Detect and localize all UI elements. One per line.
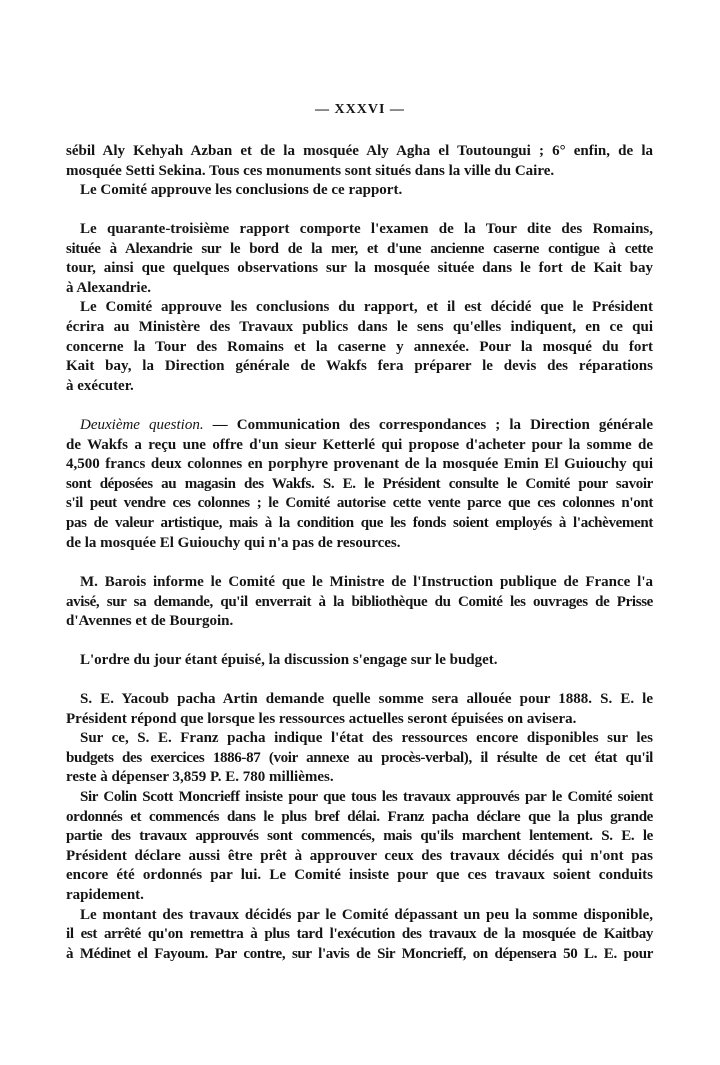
page-number-header: — XXXVI — [315, 102, 405, 117]
line-text: Le quarante-troisième rapport comporte l'examen de la Tour dite des Romains, [80, 221, 653, 237]
text-line [66, 338, 653, 358]
line-text: Le Comité approuve les conclusions de ce rapport. [80, 182, 403, 199]
line-text: de Wakfs a reçu une offre d'un sieur Ketterlé qui propose d'acheter pour la somme de [66, 436, 653, 453]
text-line [66, 279, 653, 299]
text-line [66, 945, 653, 965]
line-text: à Alexandrie. [66, 279, 151, 296]
text-line [66, 455, 653, 475]
paragraph-deuxieme-question [66, 416, 653, 553]
text-line [66, 729, 653, 749]
line-text: M. Barois informe le Comité que le Ministre de l'Instruction publique de France l'a [80, 574, 653, 590]
text-line [66, 436, 653, 456]
text-line [66, 612, 653, 632]
text-line [66, 573, 653, 593]
line-text: reste à dépenser 3,859 P. E. 780 millièmes. [66, 769, 334, 786]
text-line [66, 906, 653, 926]
line-text: — Communication des correspondances ; la Direction générale [212, 417, 654, 433]
line-text: Le Comité approuve les conclusions du rapport, et il est décidé que le Président [80, 299, 653, 316]
text-line [66, 808, 653, 828]
text-line [66, 416, 653, 436]
line-text: L'ordre du jour étant épuisé, la discussion s'engage sur le budget. [80, 652, 498, 668]
text-line [66, 240, 653, 260]
line-text: à Médinet el Fayoum. Par contre, sur l'avis de Sir Moncrieff, on dépensera 50 L. E. pour [66, 945, 653, 962]
line-text: ordonnés et commencés dans le plus bref délai. Franz pacha déclare que la plus grande [66, 808, 653, 825]
text-line [66, 886, 653, 906]
text-line [66, 181, 653, 201]
text-line [66, 142, 653, 162]
line-text: sont déposées au magasin des Wakfs. S. E. le Président consulte le Comité pour savoir [66, 475, 653, 492]
text-line [66, 377, 653, 397]
text-line [66, 651, 653, 671]
line-text: S. E. Yacoub pacha Artin demande quelle somme sera allouée pour 1888. S. E. le [80, 691, 653, 707]
section-lead-italic: Deuxième question. [80, 417, 204, 433]
line-text: il est arrêté qu'on remettra à plus tard l'exécution des travaux de la mosquée de Kaitbay [66, 926, 653, 943]
text-line [66, 514, 653, 534]
text-line [66, 768, 653, 788]
text-line [66, 298, 653, 318]
line-text: tour, ainsi que quelques observations sur la mosquée située dans le fort de Kait bay [66, 260, 653, 277]
paragraph-monuments [66, 142, 653, 201]
text-line [66, 357, 653, 377]
text-line [66, 534, 653, 554]
text-line [66, 749, 653, 769]
text-line [66, 318, 653, 338]
line-text: sébil Aly Kehyah Azban et de la mosquée Aly Agha el Toutoungui ; 6° enfin, de la [66, 143, 653, 159]
text-line [66, 475, 653, 495]
line-text: Sir Colin Scott Moncrieff insiste pour que tous les travaux approuvés par le Comité soient [80, 788, 653, 805]
line-text: avisé, sur sa demande, qu'il enverrait à la bibliothèque du Comité les ouvrages de Prisse [66, 593, 653, 610]
text-line [66, 494, 653, 514]
line-text: encore été ordonnés par lui. Le Comité insiste pour que ces travaux soient conduits [66, 867, 653, 884]
text-line [66, 259, 653, 279]
line-text: écrira au Ministère des Travaux publics dans le sens qu'elles indiquent, en ce qui [66, 318, 653, 335]
line-text: concerne la Tour des Romains et la caserne y annexée. Pour la mosqué du fort [66, 338, 653, 355]
line-text: Sur ce, S. E. Franz pacha indique l'état des ressources encore disponibles sur les [80, 730, 653, 747]
line-text: Kait bay, la Direction générale de Wakfs fera préparer le devis des réparations [66, 358, 653, 375]
paragraph-tour-des-romains [66, 220, 653, 396]
paragraph-ordre-du-jour [66, 651, 653, 671]
text-line [66, 593, 653, 613]
text-line [66, 220, 653, 240]
line-text: 4,500 francs deux colonnes en porphyre provenant de la mosquée Emin El Guiouchy qui [66, 456, 653, 473]
line-text: rapidement. [66, 886, 144, 903]
line-text: s'il peut vendre ces colonnes ; le Comité autorise cette vente parce que ces colonnes n'ont [66, 495, 653, 512]
paragraph-budget [66, 690, 653, 964]
text-line [66, 827, 653, 847]
line-text: Président répond que lorsque les ressources actuelles seront épuisées on avisera. [66, 710, 577, 727]
paragraph-barois [66, 573, 653, 632]
line-text: de la mosquée El Guiouchy qui n'a pas de resources. [66, 534, 401, 551]
line-text: partie des travaux approuvés sont commencés, mais qu'ils marchent lentement. S. E. le [66, 828, 653, 845]
text-line [66, 710, 653, 730]
line-text: budgets des exercices 1886-87 (voir annexe au procès-verbal), il résulte de cet état qu'il [66, 749, 653, 766]
text-line [66, 925, 653, 945]
text-line [66, 690, 653, 710]
line-text: à exécuter. [66, 377, 134, 394]
text-line [66, 788, 653, 808]
text-line [66, 162, 653, 182]
line-text: Président déclare aussi être prêt à approuver ceux des travaux décidés qui n'ont pas [66, 847, 653, 864]
text-line [66, 866, 653, 886]
line-text: située à Alexandrie sur le bord de la mer, et d'une ancienne caserne contigue à cette [66, 240, 653, 257]
line-text: d'Avennes et de Bourgoin. [66, 613, 234, 630]
line-text: pas de valeur artistique, mais à la condition que les fonds soient employés à l'achèvement [66, 514, 653, 531]
line-text: mosquée Setti Sekina. Tous ces monuments sont situés dans la ville du Caire. [66, 162, 555, 179]
text-line [66, 847, 653, 867]
line-text: Le montant des travaux décidés par le Comité dépassant un peu la somme disponible, [80, 906, 653, 923]
